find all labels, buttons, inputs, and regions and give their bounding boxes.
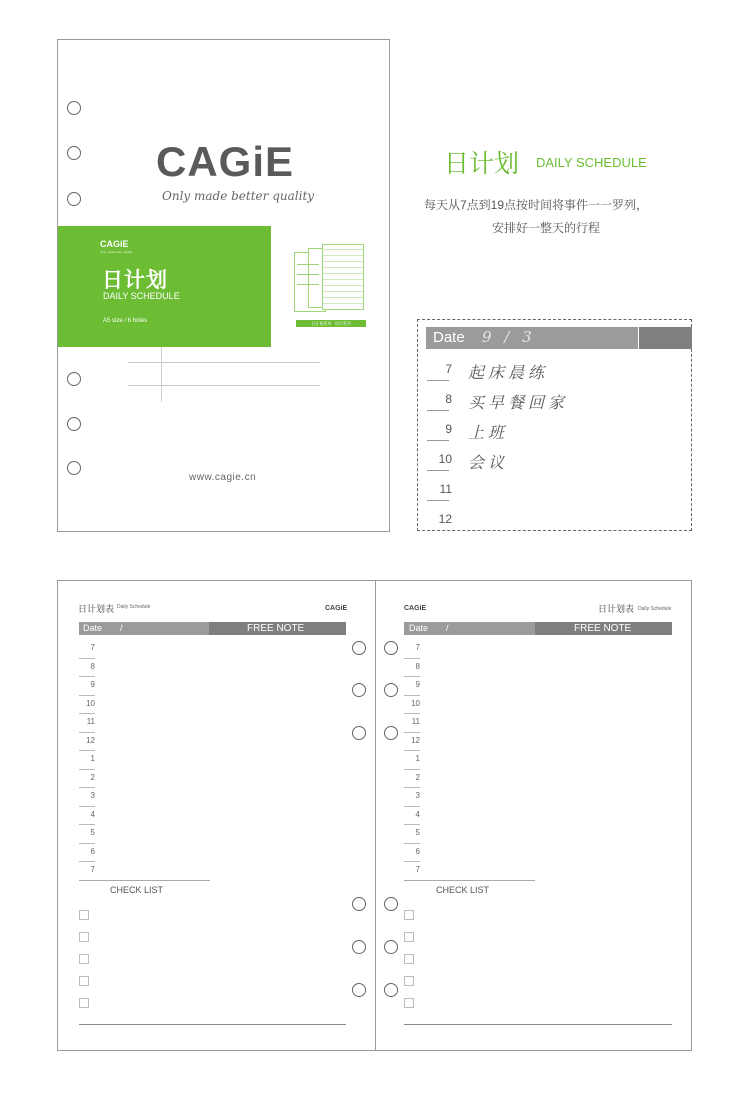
spread bbox=[57, 580, 692, 1051]
checkbox[interactable] bbox=[79, 932, 89, 942]
sample-hour: 9 bbox=[445, 422, 452, 436]
band-title-cn: 日计划 bbox=[102, 269, 168, 292]
left-date-label: Date bbox=[83, 623, 103, 633]
sample-header-dark bbox=[639, 327, 692, 349]
cover-rule bbox=[128, 385, 320, 386]
sample-date-label: Date bbox=[433, 329, 465, 346]
binder-hole bbox=[67, 146, 81, 160]
band-size: A5 size / 6 holes bbox=[103, 318, 148, 324]
binder-hole bbox=[67, 461, 81, 475]
right-title-en: Daily Schedule bbox=[638, 606, 672, 612]
band-brand: CAGiE bbox=[100, 239, 129, 249]
product-thumbnail bbox=[294, 244, 370, 334]
intro-title-en: DAILY SCHEDULE bbox=[536, 155, 647, 170]
brand-tagline: Only made better quality bbox=[162, 189, 315, 203]
checkbox[interactable] bbox=[79, 910, 89, 920]
band-title-en: DAILY SCHEDULE bbox=[103, 291, 180, 301]
sample-hour: 11 bbox=[439, 482, 452, 496]
checklist-top-rule bbox=[79, 880, 210, 881]
cover-page bbox=[57, 39, 390, 532]
intro-title-cn: 日计划 bbox=[444, 150, 520, 178]
checkbox[interactable] bbox=[79, 998, 89, 1008]
checklist-top-rule bbox=[404, 880, 535, 881]
hour-label: 6 bbox=[415, 846, 420, 856]
hour-label: 10 bbox=[411, 698, 420, 708]
binder-hole bbox=[67, 192, 81, 206]
hour-label: 7 bbox=[415, 643, 420, 652]
check-list-label: CHECK LIST bbox=[110, 885, 164, 895]
checkbox[interactable] bbox=[404, 954, 414, 964]
hour-label: 8 bbox=[90, 661, 95, 671]
binder-hole bbox=[67, 417, 81, 431]
sample-entry: 上班 bbox=[468, 423, 509, 442]
binder-hole bbox=[67, 372, 81, 386]
sample-hour: 10 bbox=[438, 452, 452, 466]
hour-label: 7 bbox=[90, 643, 95, 652]
bottom-rule bbox=[79, 1024, 346, 1025]
hour-label: 1 bbox=[90, 754, 95, 763]
left-title-en: Daily Schedule bbox=[117, 604, 151, 610]
intro-line-2: 安排好一整天的行程 bbox=[492, 221, 601, 235]
hour-label: 9 bbox=[90, 680, 95, 689]
hour-list bbox=[79, 639, 109, 879]
binder-hole bbox=[67, 101, 81, 115]
hour-label: 4 bbox=[90, 809, 95, 819]
left-title-cn: 日计划表 bbox=[78, 604, 115, 614]
hour-label: 11 bbox=[86, 717, 95, 726]
sample-date-value: 9 / 3 bbox=[482, 328, 536, 346]
hour-label: 9 bbox=[415, 680, 420, 689]
cover-vrule bbox=[161, 347, 162, 402]
hour-label: 3 bbox=[90, 791, 95, 800]
check-list-label: CHECK LIST bbox=[436, 885, 490, 895]
sample-row bbox=[426, 418, 686, 448]
checkbox[interactable] bbox=[404, 932, 414, 942]
checkbox[interactable] bbox=[79, 954, 89, 964]
cover-rule bbox=[128, 362, 320, 363]
brand-logo: CAGiE bbox=[156, 138, 295, 185]
hour-label: 11 bbox=[411, 717, 420, 726]
left-page bbox=[58, 581, 375, 1050]
sample-entry: 起床晨练 bbox=[468, 363, 549, 382]
intro-line-1: 每天从7点到19点按时间将事件一一罗列， bbox=[424, 198, 649, 212]
right-date-label: Date bbox=[409, 623, 429, 633]
cover-green-band bbox=[58, 226, 271, 347]
checkbox[interactable] bbox=[404, 976, 414, 986]
website: www.cagie.cn bbox=[189, 472, 257, 483]
right-title-cn: 日计划表 bbox=[598, 604, 635, 614]
hour-label: 10 bbox=[86, 698, 95, 708]
sample-row bbox=[426, 478, 686, 508]
band-brand-sub: Only made better quality bbox=[100, 250, 133, 254]
hour-label: 5 bbox=[415, 828, 420, 837]
hour-label: 12 bbox=[86, 735, 95, 745]
right-date-slash: / bbox=[446, 623, 449, 633]
right-free-note: FREE NOTE bbox=[574, 623, 632, 634]
left-brand: CAGiE bbox=[325, 605, 348, 612]
left-date-slash: / bbox=[120, 623, 123, 633]
sample-hour: 12 bbox=[438, 512, 452, 526]
sample-row bbox=[426, 508, 686, 530]
hour-label: 1 bbox=[415, 754, 420, 763]
hour-label: 2 bbox=[90, 772, 95, 782]
sample-row bbox=[426, 388, 686, 418]
hour-label: 7 bbox=[90, 865, 95, 874]
sample-hour: 7 bbox=[445, 362, 452, 376]
checkbox[interactable] bbox=[404, 910, 414, 920]
sample-entry: 买早餐回家 bbox=[468, 393, 569, 412]
checkbox[interactable] bbox=[79, 976, 89, 986]
hour-label: 12 bbox=[411, 735, 420, 745]
bottom-rule bbox=[404, 1024, 672, 1025]
hour-label: 5 bbox=[90, 828, 95, 837]
sample-card bbox=[417, 319, 692, 531]
hour-label: 4 bbox=[415, 809, 420, 819]
sample-entry: 会议 bbox=[468, 453, 509, 472]
left-free-note: FREE NOTE bbox=[247, 623, 305, 634]
hour-label: 8 bbox=[415, 661, 420, 671]
thumb-caption: 日计划系列 · 活页系列 bbox=[296, 320, 366, 327]
hour-label: 6 bbox=[90, 846, 95, 856]
right-page bbox=[376, 581, 692, 1050]
hour-label: 2 bbox=[415, 772, 420, 782]
sample-row bbox=[426, 448, 686, 478]
hour-label: 7 bbox=[415, 865, 420, 874]
hour-label: 3 bbox=[415, 791, 420, 800]
hour-list bbox=[404, 639, 434, 879]
right-brand: CAGiE bbox=[404, 605, 427, 612]
sample-hour: 8 bbox=[445, 392, 452, 406]
sample-row bbox=[426, 358, 686, 388]
checkbox[interactable] bbox=[404, 998, 414, 1008]
